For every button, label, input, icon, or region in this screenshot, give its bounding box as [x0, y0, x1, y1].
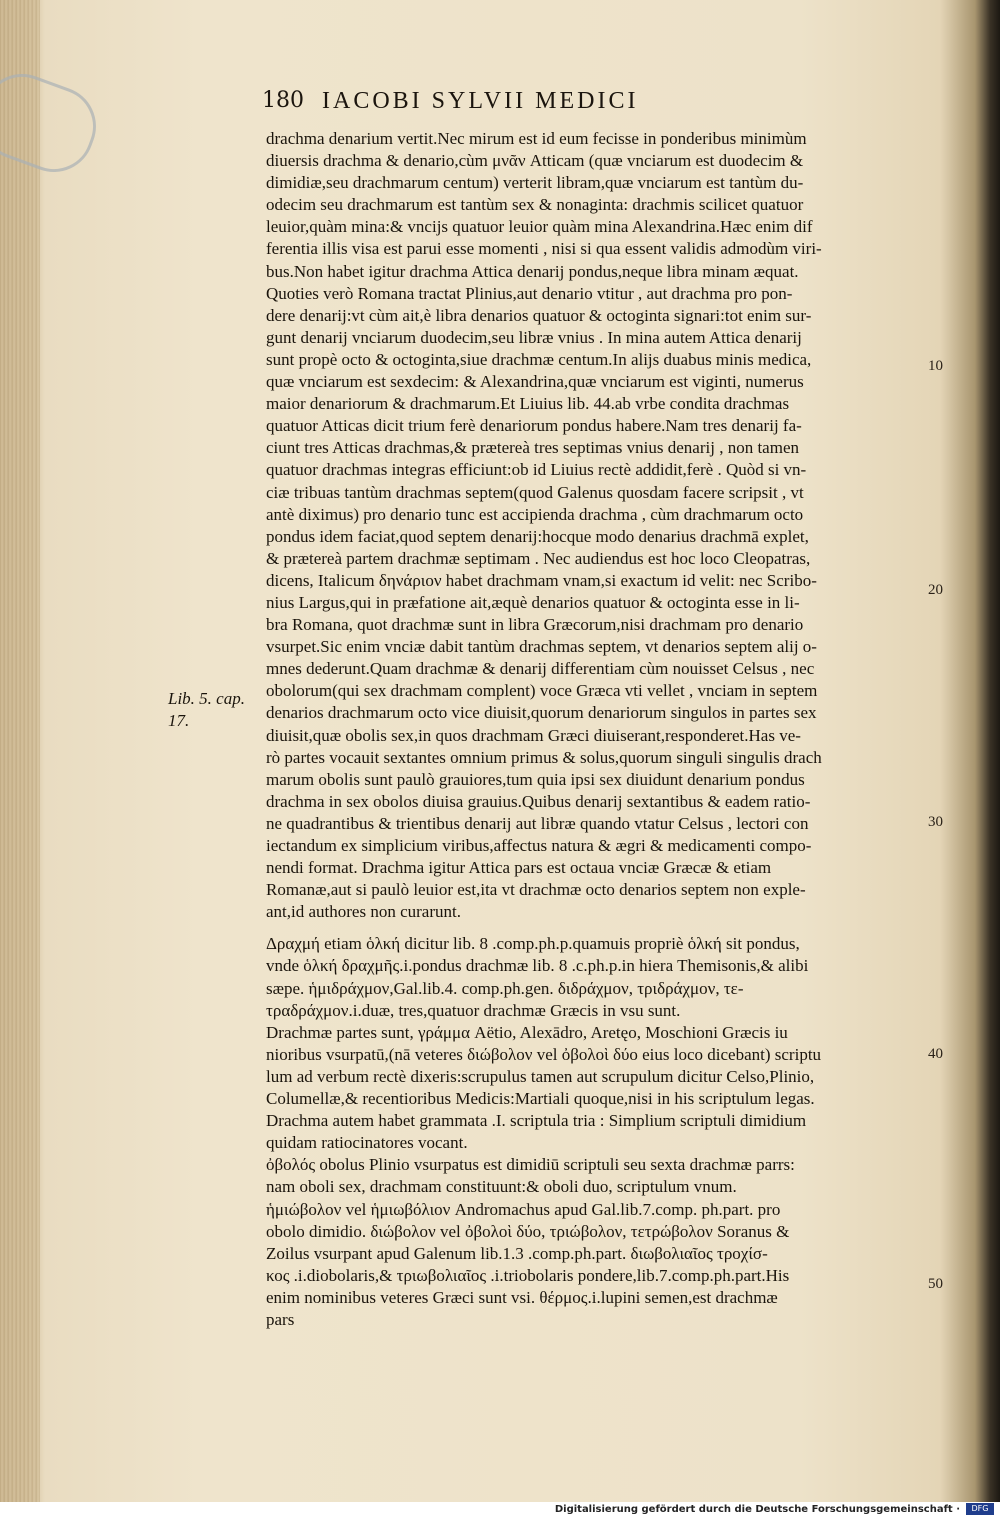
text-line: mnes dederunt.Quam drachmæ & denarij differentiam cùm nouisset Celsus , nec — [266, 659, 815, 679]
text-line: dicens, Italicum δηνάριον habet drachmam vnam,si exactum id velit: nec Scribo- — [266, 570, 817, 590]
text-line: rò partes vocauit sextantes omnium primus & solus,quorum singuli singulis drach — [266, 747, 822, 767]
digitization-credit: Digitalisierung gefördert durch die Deutsche Forschungsgemeinschaft · — [554, 1504, 960, 1515]
text-line: τραδράχμον.i.duæ, tres,quatuor drachmæ Græcis in vsu sunt. — [266, 1000, 681, 1020]
text-line: dimidiæ,seu drachmarum centum) verterit libram,quæ vnciarum est tantùm du- — [266, 173, 804, 193]
left-margin-note-line-1: Lib. 5. cap. — [168, 689, 245, 708]
left-margin-note — [168, 688, 268, 732]
text-line: sunt propè octo & octoginta,siue drachmæ centum.In alijs duabus minis medica, — [266, 349, 812, 369]
text-line: ne quadrantibus & trientibus denarij aut libræ quando vtatur Celsus , lectori con — [266, 813, 809, 833]
text-line: diuisit,quæ obolis sex,in quos drachmam Græci diuiserant,responderet.Has ve- — [266, 725, 801, 745]
text-line: quidam ratiocinatores vocant. — [266, 1133, 468, 1153]
text-line: quæ vnciarum est sexdecim: & Alexandrina,quæ vnciarum est viginti, numerus — [266, 372, 804, 392]
text-line: quatuor Atticas dicit trium ferè denariorum pondus habere.Nam tres denarij fa- — [266, 416, 802, 436]
text-line: denarios drachmarum octo vice diuisit,quorum denariorum singulos in partes sex — [266, 703, 817, 723]
text-line: iectandum ex simplicium viribus,affectus natura & ægri & medicamenti compo- — [266, 836, 812, 855]
line-number-10: 10 — [928, 358, 943, 374]
left-margin-note-line-2: 17. — [168, 711, 190, 730]
text-line: obolo dimidio. διώβολον vel ὀβολοὶ δύο, τριώβολον, τετρώβολον Soranus & — [266, 1221, 790, 1241]
line-number-40: 40 — [928, 1046, 943, 1062]
text-line: nam oboli sex, drachmam constituunt:& oboli duo, scriptulum vnum. — [266, 1177, 737, 1197]
text-line: & prætereà partem drachmæ septimam . Nec audiendus est hoc loco Cleopatras, — [266, 548, 811, 568]
page-header — [262, 88, 762, 124]
text-line: drachma denarium vertit.Nec mirum est id eum fecisse in ponderibus minimùm — [266, 129, 807, 148]
line-number-30: 30 — [928, 814, 943, 830]
text-line: ciunt tres Atticas drachmas,& prætereà tres septimas vnius denarij , non tamen — [266, 438, 799, 458]
text-line: Quoties verò Romana tractat Plinius,aut denario vtitur , aut drachma pro pon- — [266, 283, 793, 303]
text-line: Δραχμή etiam ὁλκή dicitur lib. 8 .comp.ph.p.quamuis propriè ὁλκή sit pondus, — [266, 934, 800, 954]
text-line: antè diximus) pro denario tunc est accipienda drachma , cùm drachmarum octo — [266, 504, 804, 524]
book-page-edges — [0, 0, 40, 1502]
text-line: drachma in sex obolos diuisa grauius.Quibus denarij sextantibus & eadem ratio- — [266, 791, 811, 811]
footer-bar — [0, 1502, 1000, 1517]
paragraph-gap — [266, 923, 918, 933]
dfg-logo: DFG — [966, 1503, 994, 1515]
text-line: Drachma autem habet grammata .I. scriptula tria : Simplium scriptuli dimidium — [266, 1111, 807, 1131]
text-line: obolorum(qui sex drachmam complent) voce Græca vti vellet , vnciam in septem — [266, 681, 818, 701]
text-line: vsurpet.Sic enim vnciæ dabit tantùm drachmas septem, vt denarios septem alij o- — [266, 637, 817, 657]
body-text — [266, 128, 918, 1331]
text-line: κος .i.diobolaris,& τριωβολιαῖος .i.triobolaris pondere,lib.7.comp.ph.part.His — [266, 1265, 790, 1285]
text-line: ant,id authores non curarunt. — [266, 902, 461, 922]
text-line: sæpe. ἡμιδράχμον,Gal.lib.4. comp.ph.gen. διδράχμον, τριδράχμον, τε- — [266, 978, 744, 998]
text-line: pondus idem faciat,quod septem denarij:hocque modo denarius drachmā explet, — [266, 526, 809, 546]
text-line: marum obolis sunt paulò grauiores,tum quia ipsi sex diuidunt denarium pondus — [266, 769, 805, 789]
line-number-20: 20 — [928, 582, 943, 598]
text-line: maior denariorum & drachmarum.Et Liuius lib. 44.ab vrbe condita drachmas — [266, 394, 790, 414]
text-line: ciæ tribuas tantùm drachmas septem(quod Galenus quosdam facere scripsit , vt — [266, 482, 804, 502]
text-line: Romanæ,aut si paulò leuior est,ita vt drachmæ octo denarios septem non exple- — [266, 880, 806, 900]
text-line: bra Romana, quot drachmæ sunt in libra Græcorum,nisi drachmam pro denario — [266, 615, 804, 635]
text-line: odecim seu drachmarum est tantùm sex & nonaginta: drachmis scilicet quatuor — [266, 195, 804, 215]
text-line: nioribus vsurpatū,(nā veteres διώβολον vel ὀβολοὶ δύο eius loco dicebant) scriptu — [266, 1044, 822, 1064]
text-line: ἡμιώβολον vel ἡμιωβόλιον Andromachus apud Gal.lib.7.comp. ph.part. pro — [266, 1199, 781, 1219]
text-line: gunt denarij vnciarum duodecim,seu libræ vnius . In mina autem Attica denarij — [266, 327, 802, 347]
text-line: leuior,quàm mina:& vncijs quatuor leuior quàm mina Alexandrina.Hæc enim dif — [266, 217, 813, 237]
text-line: Zoilus vsurpant apud Galenum lib.1.3 .comp.ph.part. διωβολιαῖος τροχίσ- — [266, 1243, 768, 1263]
text-line: vnde ὁλκή δραχμῆς.i.pondus drachmæ lib. 8 .c.ph.p.in hiera Themisonis,& alibi — [266, 956, 809, 976]
text-line: lum ad verbum rectè dixeris:scrupulus tamen aut scrupulum dicitur Celso,Plinio, — [266, 1066, 815, 1086]
page-number: 180 — [262, 88, 304, 113]
text-line: quatuor drachmas integras efficiunt:ob id Liuius rectè addidit,ferè . Quòd si vn- — [266, 460, 807, 480]
text-line: Drachmæ partes sunt, γράμμα Aëtio, Alexādro, Aretęo, Moschioni Græcis iu — [266, 1022, 788, 1042]
running-title: IACOBI SYLVII MEDICI — [322, 88, 639, 114]
text-line: dere denarij:vt cùm ait,è libra denarios quatuor & octoginta signari:tot enim sur- — [266, 305, 812, 325]
text-line: ferentia illis visa est parui esse momenti , nisi si qua essent validis admodùm viri- — [266, 239, 822, 259]
text-line: ὀβολός obolus Plinio vsurpatus est dimidiū scriptuli seu sexta drachmæ parrs: — [266, 1155, 795, 1175]
text-line: Columellæ,& recentioribus Medicis:Martiali quoque,nisi in his scriptulum legas. — [266, 1089, 815, 1109]
text-line: diuersis drachma & denario,cùm μνᾶν Atticam (quæ vnciarum est duodecim & — [266, 151, 804, 171]
text-line: bus.Non habet igitur drachma Attica denarij pondus,neque libra minam æquat. — [266, 261, 799, 281]
text-line: pars — [266, 1309, 295, 1329]
line-number-50: 50 — [928, 1276, 943, 1292]
text-line: nendi format. Drachma igitur Attica pars est octaua vnciæ Græcæ & etiam — [266, 858, 772, 878]
text-line: enim nominibus veteres Græci sunt vsi. θέρμος.i.lupini semen,est drachmæ — [266, 1287, 778, 1307]
text-line: nius Largus,qui in præfatione ait,æquè denarios quatuor & octoginta esse in li- — [266, 592, 800, 612]
